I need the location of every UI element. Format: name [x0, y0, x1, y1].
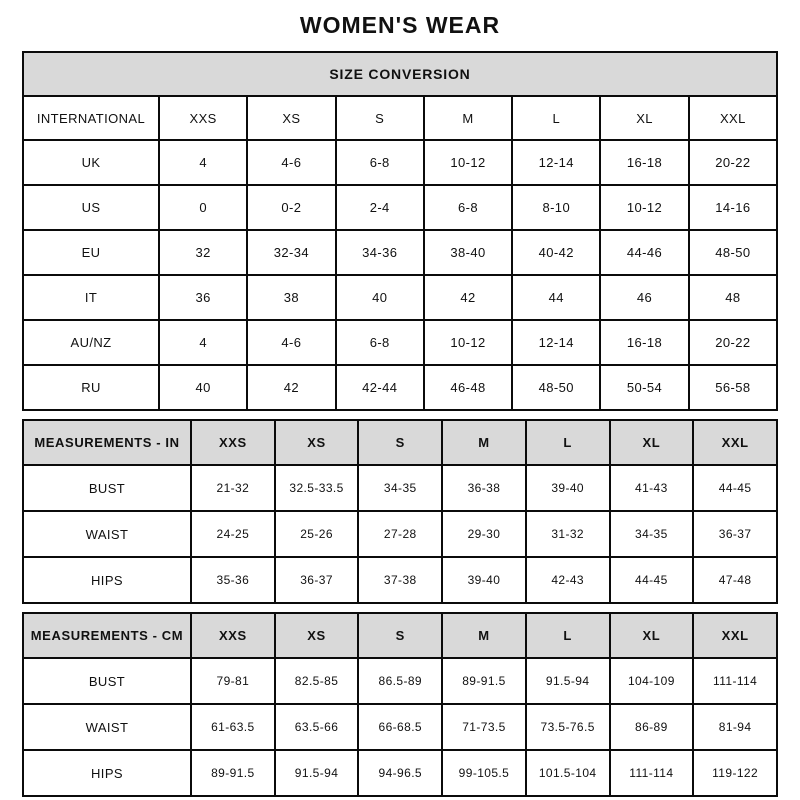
value-cell: 27-28: [358, 511, 442, 557]
value-cell: 37-38: [358, 557, 442, 603]
value-cell: 36-37: [275, 557, 359, 603]
value-cell: 89-91.5: [191, 750, 275, 796]
table-row: [23, 465, 777, 511]
value-cell: 86-89: [610, 704, 694, 750]
row-label: BUST: [23, 465, 191, 511]
value-cell: 4: [159, 320, 247, 365]
table-row: [23, 185, 777, 230]
size-conversion-body: [23, 140, 777, 410]
value-cell: 111-114: [610, 750, 694, 796]
row-header-column-label: MEASUREMENTS - CM: [23, 613, 191, 658]
row-label: WAIST: [23, 511, 191, 557]
value-cell: 4-6: [247, 140, 335, 185]
value-cell: 111-114: [693, 658, 777, 704]
value-cell: 16-18: [600, 320, 688, 365]
size-conversion-table: [22, 51, 778, 411]
value-cell: 20-22: [689, 320, 777, 365]
table-row: [23, 140, 777, 185]
value-cell: 89-91.5: [442, 658, 526, 704]
value-cell: 42: [424, 275, 512, 320]
measurements-in-header-row: [23, 420, 777, 465]
value-cell: 29-30: [442, 511, 526, 557]
row-label: IT: [23, 275, 159, 320]
size-conversion-banner-row: [23, 52, 777, 96]
size-column-header: M: [442, 420, 526, 465]
value-cell: 34-35: [610, 511, 694, 557]
value-cell: 86.5-89: [358, 658, 442, 704]
value-cell: 44-46: [600, 230, 688, 275]
value-cell: 47-48: [693, 557, 777, 603]
value-cell: 39-40: [442, 557, 526, 603]
value-cell: 91.5-94: [526, 658, 610, 704]
value-cell: 10-12: [600, 185, 688, 230]
row-label: RU: [23, 365, 159, 410]
table-row: [23, 704, 777, 750]
size-column-header: M: [424, 96, 512, 140]
size-column-header: L: [526, 420, 610, 465]
value-cell: 24-25: [191, 511, 275, 557]
value-cell: 46: [600, 275, 688, 320]
value-cell: 44-45: [610, 557, 694, 603]
row-label: UK: [23, 140, 159, 185]
value-cell: 36: [159, 275, 247, 320]
value-cell: 73.5-76.5: [526, 704, 610, 750]
row-header-column-label: MEASUREMENTS - IN: [23, 420, 191, 465]
value-cell: 50-54: [600, 365, 688, 410]
size-column-header: XL: [610, 613, 694, 658]
row-label: HIPS: [23, 750, 191, 796]
value-cell: 32.5-33.5: [275, 465, 359, 511]
value-cell: 38-40: [424, 230, 512, 275]
value-cell: 42-43: [526, 557, 610, 603]
value-cell: 0: [159, 185, 247, 230]
value-cell: 4: [159, 140, 247, 185]
measurements-in-body: [23, 465, 777, 603]
value-cell: 48: [689, 275, 777, 320]
measurements-cm-table: [22, 612, 778, 797]
size-column-header: XL: [610, 420, 694, 465]
value-cell: 40-42: [512, 230, 600, 275]
value-cell: 34-36: [336, 230, 424, 275]
value-cell: 40: [159, 365, 247, 410]
value-cell: 36-38: [442, 465, 526, 511]
table-row: [23, 511, 777, 557]
value-cell: 10-12: [424, 320, 512, 365]
value-cell: 4-6: [247, 320, 335, 365]
size-column-header: XXL: [689, 96, 777, 140]
size-column-header: XXL: [693, 420, 777, 465]
value-cell: 31-32: [526, 511, 610, 557]
size-column-header: XXS: [191, 613, 275, 658]
size-column-header: XS: [247, 96, 335, 140]
size-column-header: L: [512, 96, 600, 140]
value-cell: 2-4: [336, 185, 424, 230]
size-column-header: XXS: [191, 420, 275, 465]
value-cell: 6-8: [424, 185, 512, 230]
size-column-header: S: [336, 96, 424, 140]
table-row: [23, 658, 777, 704]
value-cell: 46-48: [424, 365, 512, 410]
size-conversion-columns-row: [23, 96, 777, 140]
value-cell: 12-14: [512, 140, 600, 185]
row-label: BUST: [23, 658, 191, 704]
value-cell: 14-16: [689, 185, 777, 230]
value-cell: 34-35: [358, 465, 442, 511]
size-column-header: L: [526, 613, 610, 658]
measurements-cm-body: [23, 658, 777, 796]
value-cell: 36-37: [693, 511, 777, 557]
value-cell: 94-96.5: [358, 750, 442, 796]
size-column-header: S: [358, 613, 442, 658]
value-cell: 61-63.5: [191, 704, 275, 750]
value-cell: 42-44: [336, 365, 424, 410]
table-row: [23, 750, 777, 796]
size-column-header: XXS: [159, 96, 247, 140]
value-cell: 32: [159, 230, 247, 275]
size-column-header: XS: [275, 613, 359, 658]
table-row: [23, 320, 777, 365]
value-cell: 48-50: [689, 230, 777, 275]
value-cell: 104-109: [610, 658, 694, 704]
table-row: [23, 365, 777, 410]
value-cell: 63.5-66: [275, 704, 359, 750]
value-cell: 48-50: [512, 365, 600, 410]
value-cell: 38: [247, 275, 335, 320]
row-label: AU/NZ: [23, 320, 159, 365]
size-conversion-banner: SIZE CONVERSION: [23, 52, 777, 96]
value-cell: 42: [247, 365, 335, 410]
row-label: US: [23, 185, 159, 230]
value-cell: 81-94: [693, 704, 777, 750]
value-cell: 71-73.5: [442, 704, 526, 750]
size-column-header: M: [442, 613, 526, 658]
value-cell: 25-26: [275, 511, 359, 557]
value-cell: 6-8: [336, 320, 424, 365]
table-row: [23, 230, 777, 275]
value-cell: 44-45: [693, 465, 777, 511]
value-cell: 99-105.5: [442, 750, 526, 796]
value-cell: 10-12: [424, 140, 512, 185]
value-cell: 66-68.5: [358, 704, 442, 750]
value-cell: 41-43: [610, 465, 694, 511]
value-cell: 79-81: [191, 658, 275, 704]
value-cell: 12-14: [512, 320, 600, 365]
value-cell: 56-58: [689, 365, 777, 410]
row-label: EU: [23, 230, 159, 275]
size-column-header: S: [358, 420, 442, 465]
value-cell: 32-34: [247, 230, 335, 275]
size-column-header: XL: [600, 96, 688, 140]
value-cell: 82.5-85: [275, 658, 359, 704]
row-label: HIPS: [23, 557, 191, 603]
value-cell: 20-22: [689, 140, 777, 185]
table-row: [23, 557, 777, 603]
value-cell: 101.5-104: [526, 750, 610, 796]
value-cell: 39-40: [526, 465, 610, 511]
value-cell: 40: [336, 275, 424, 320]
size-column-header: XXL: [693, 613, 777, 658]
value-cell: 44: [512, 275, 600, 320]
measurements-cm-header-row: [23, 613, 777, 658]
value-cell: 8-10: [512, 185, 600, 230]
value-cell: 91.5-94: [275, 750, 359, 796]
page-title: WOMEN'S WEAR: [299, 12, 501, 38]
value-cell: 6-8: [336, 140, 424, 185]
value-cell: 35-36: [191, 557, 275, 603]
table-row: [23, 275, 777, 320]
value-cell: 0-2: [247, 185, 335, 230]
value-cell: 119-122: [693, 750, 777, 796]
value-cell: 16-18: [600, 140, 688, 185]
size-column-header: XS: [275, 420, 359, 465]
value-cell: 21-32: [191, 465, 275, 511]
row-label: WAIST: [23, 704, 191, 750]
row-header-column-label: INTERNATIONAL: [23, 96, 159, 140]
measurements-in-table: [22, 419, 778, 604]
